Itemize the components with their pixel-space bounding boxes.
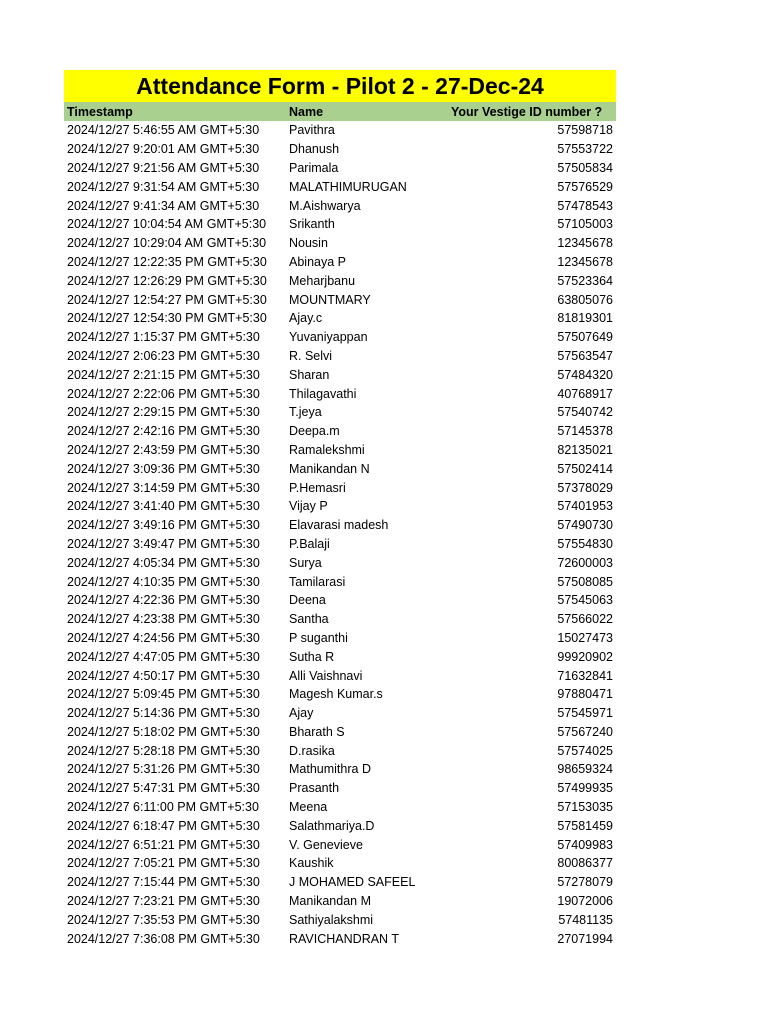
name-cell: M.Aishwarya xyxy=(289,198,361,213)
table-row xyxy=(64,685,616,704)
table-row xyxy=(64,309,616,328)
table-row xyxy=(64,253,616,272)
timestamp-cell: 2024/12/27 1:15:37 PM GMT+5:30 xyxy=(67,330,260,345)
table-row xyxy=(64,873,616,892)
timestamp-cell: 2024/12/27 12:22:35 PM GMT+5:30 xyxy=(67,254,267,269)
table-row xyxy=(64,704,616,723)
timestamp-cell: 2024/12/27 5:47:31 PM GMT+5:30 xyxy=(67,781,260,796)
table-row xyxy=(64,403,616,422)
table-row xyxy=(64,572,616,591)
name-cell: Meharjbanu xyxy=(289,273,356,288)
table-row xyxy=(64,854,616,873)
table-row xyxy=(64,140,616,159)
vestige-id-cell: 57481135 xyxy=(558,912,613,927)
column-header-row xyxy=(64,102,616,121)
name-cell: Parimala xyxy=(289,160,339,175)
vestige-id-cell: 81819301 xyxy=(557,311,613,326)
table-row xyxy=(64,347,616,366)
vestige-id-cell: 40768917 xyxy=(557,386,613,401)
timestamp-cell: 2024/12/27 12:54:30 PM GMT+5:30 xyxy=(67,311,267,326)
vestige-id-cell: 57502414 xyxy=(557,461,613,476)
table-row xyxy=(64,159,616,178)
name-cell: Sharan xyxy=(289,367,330,382)
timestamp-cell: 2024/12/27 7:36:08 PM GMT+5:30 xyxy=(67,931,260,946)
vestige-id-cell: 27071994 xyxy=(557,931,613,946)
name-cell: P suganthi xyxy=(289,630,348,645)
name-cell: Srikanth xyxy=(289,217,335,232)
name-cell: Meena xyxy=(289,800,328,815)
vestige-id-cell: 57553722 xyxy=(557,142,613,157)
timestamp-cell: 2024/12/27 2:21:15 PM GMT+5:30 xyxy=(67,367,260,382)
vestige-id-cell: 15027473 xyxy=(557,630,613,645)
timestamp-cell: 2024/12/27 5:31:26 PM GMT+5:30 xyxy=(67,762,260,777)
table-row xyxy=(64,177,616,196)
table-row xyxy=(64,290,616,309)
table-row xyxy=(64,234,616,253)
table-row xyxy=(64,365,616,384)
name-cell: Yuvaniyappan xyxy=(289,330,368,345)
vestige-id-cell: 57378029 xyxy=(557,480,613,495)
timestamp-cell: 2024/12/27 12:26:29 PM GMT+5:30 xyxy=(67,273,267,288)
timestamp-cell: 2024/12/27 2:43:59 PM GMT+5:30 xyxy=(67,442,260,457)
timestamp-cell: 2024/12/27 2:06:23 PM GMT+5:30 xyxy=(67,348,260,363)
vestige-id-cell: 99920902 xyxy=(557,649,613,664)
table-row xyxy=(64,929,616,948)
timestamp-cell: 2024/12/27 2:22:06 PM GMT+5:30 xyxy=(67,386,260,401)
vestige-id-cell: 57401953 xyxy=(557,499,613,514)
name-cell: Nousin xyxy=(289,236,328,251)
vestige-id-cell: 80086377 xyxy=(557,856,613,871)
name-cell: Manikandan N xyxy=(289,461,370,476)
vestige-id-cell: 63805076 xyxy=(557,292,613,307)
vestige-id-cell: 57478543 xyxy=(557,198,613,213)
timestamp-cell: 2024/12/27 4:22:36 PM GMT+5:30 xyxy=(67,593,260,608)
name-cell: Bharath S xyxy=(289,724,345,739)
name-cell: Manikandan M xyxy=(289,894,371,909)
name-cell: Abinaya P xyxy=(289,254,346,269)
table-row xyxy=(64,497,616,516)
column-header-vestige-id: Your Vestige ID number ? xyxy=(451,104,603,119)
vestige-id-cell: 57567240 xyxy=(557,724,613,739)
timestamp-cell: 2024/12/27 6:11:00 PM GMT+5:30 xyxy=(67,800,259,815)
name-cell: Vijay P xyxy=(289,499,328,514)
timestamp-cell: 2024/12/27 5:14:36 PM GMT+5:30 xyxy=(67,706,260,721)
attendance-sheet xyxy=(64,70,616,948)
table-row xyxy=(64,591,616,610)
table-row xyxy=(64,328,616,347)
name-cell: Ramalekshmi xyxy=(289,442,365,457)
timestamp-cell: 2024/12/27 10:04:54 AM GMT+5:30 xyxy=(67,217,267,232)
vestige-id-cell: 19072006 xyxy=(557,894,613,909)
timestamp-cell: 2024/12/27 4:50:17 PM GMT+5:30 xyxy=(67,668,260,683)
table-row xyxy=(64,422,616,441)
timestamp-cell: 2024/12/27 6:18:47 PM GMT+5:30 xyxy=(67,818,260,833)
table-row xyxy=(64,666,616,685)
table-row xyxy=(64,760,616,779)
name-cell: Dhanush xyxy=(289,142,340,157)
timestamp-cell: 2024/12/27 4:23:38 PM GMT+5:30 xyxy=(67,612,260,627)
table-row xyxy=(64,516,616,535)
name-cell: P.Hemasri xyxy=(289,480,346,495)
timestamp-cell: 2024/12/27 7:35:53 PM GMT+5:30 xyxy=(67,912,260,927)
name-cell: Pavithra xyxy=(289,123,335,138)
vestige-id-cell: 57490730 xyxy=(557,518,613,533)
timestamp-cell: 2024/12/27 12:54:27 PM GMT+5:30 xyxy=(67,292,267,307)
vestige-id-cell: 57554830 xyxy=(557,536,613,551)
timestamp-cell: 2024/12/27 10:29:04 AM GMT+5:30 xyxy=(67,236,267,251)
vestige-id-cell: 57484320 xyxy=(557,367,613,382)
vestige-id-cell: 57505834 xyxy=(557,160,613,175)
timestamp-cell: 2024/12/27 3:14:59 PM GMT+5:30 xyxy=(67,480,260,495)
vestige-id-cell: 71632841 xyxy=(557,668,613,683)
table-row xyxy=(64,723,616,742)
name-cell: Salathmariya.D xyxy=(289,818,375,833)
name-cell: RAVICHANDRAN T xyxy=(289,931,399,946)
timestamp-cell: 2024/12/27 7:15:44 PM GMT+5:30 xyxy=(67,875,260,890)
name-cell: Prasanth xyxy=(289,781,340,796)
vestige-id-cell: 57278079 xyxy=(557,875,613,890)
table-row xyxy=(64,553,616,572)
timestamp-cell: 2024/12/27 4:05:34 PM GMT+5:30 xyxy=(67,555,260,570)
table-row xyxy=(64,271,616,290)
vestige-id-cell: 57153035 xyxy=(557,800,613,815)
vestige-id-cell: 57499935 xyxy=(557,781,613,796)
name-cell: R. Selvi xyxy=(289,348,333,363)
name-cell: D.rasika xyxy=(289,743,335,758)
vestige-id-cell: 57545063 xyxy=(557,593,613,608)
timestamp-cell: 2024/12/27 5:09:45 PM GMT+5:30 xyxy=(67,687,260,702)
table-body xyxy=(64,121,616,948)
name-cell: Mathumithra D xyxy=(289,762,371,777)
timestamp-cell: 2024/12/27 2:29:15 PM GMT+5:30 xyxy=(67,405,260,420)
table-row xyxy=(64,798,616,817)
table-row xyxy=(64,441,616,460)
name-cell: Kaushik xyxy=(289,856,334,871)
vestige-id-cell: 97880471 xyxy=(557,687,613,702)
table-row xyxy=(64,910,616,929)
table-row xyxy=(64,892,616,911)
name-cell: V. Genevieve xyxy=(289,837,363,852)
vestige-id-cell: 57145378 xyxy=(557,424,613,439)
name-cell: Ajay.c xyxy=(289,311,323,326)
table-row xyxy=(64,816,616,835)
timestamp-cell: 2024/12/27 7:05:21 PM GMT+5:30 xyxy=(67,856,260,871)
vestige-id-cell: 57598718 xyxy=(557,123,613,138)
timestamp-cell: 2024/12/27 9:20:01 AM GMT+5:30 xyxy=(67,142,260,157)
name-cell: MALATHIMURUGAN xyxy=(289,179,407,194)
vestige-id-cell: 98659324 xyxy=(557,762,613,777)
name-cell: Deena xyxy=(289,593,326,608)
table-row xyxy=(64,741,616,760)
timestamp-cell: 2024/12/27 4:24:56 PM GMT+5:30 xyxy=(67,630,260,645)
vestige-id-cell: 57508085 xyxy=(557,574,613,589)
vestige-id-cell: 57581459 xyxy=(557,818,613,833)
name-cell: Sutha R xyxy=(289,649,335,664)
timestamp-cell: 2024/12/27 7:23:21 PM GMT+5:30 xyxy=(67,894,260,909)
name-cell: Alli Vaishnavi xyxy=(289,668,363,683)
name-cell: Santha xyxy=(289,612,329,627)
column-header-name: Name xyxy=(289,104,324,119)
vestige-id-cell: 12345678 xyxy=(557,254,613,269)
table-row xyxy=(64,196,616,215)
name-cell: Deepa.m xyxy=(289,424,340,439)
timestamp-cell: 2024/12/27 9:21:56 AM GMT+5:30 xyxy=(67,160,260,175)
vestige-id-cell: 57566022 xyxy=(557,612,613,627)
vestige-id-cell: 57540742 xyxy=(557,405,613,420)
timestamp-cell: 2024/12/27 9:31:54 AM GMT+5:30 xyxy=(67,179,260,194)
timestamp-cell: 2024/12/27 3:09:36 PM GMT+5:30 xyxy=(67,461,260,476)
name-cell: Thilagavathi xyxy=(289,386,357,401)
vestige-id-cell: 57563547 xyxy=(557,348,613,363)
name-cell: Tamilarasi xyxy=(289,574,346,589)
table-row xyxy=(64,384,616,403)
name-cell: Ajay xyxy=(289,706,314,721)
timestamp-cell: 2024/12/27 4:10:35 PM GMT+5:30 xyxy=(67,574,260,589)
timestamp-cell: 2024/12/27 6:51:21 PM GMT+5:30 xyxy=(67,837,260,852)
name-cell: Elavarasi madesh xyxy=(289,518,389,533)
name-cell: Sathiyalakshmi xyxy=(289,912,374,927)
timestamp-cell: 2024/12/27 5:46:55 AM GMT+5:30 xyxy=(67,123,260,138)
timestamp-cell: 2024/12/27 4:47:05 PM GMT+5:30 xyxy=(67,649,260,664)
timestamp-cell: 2024/12/27 3:49:16 PM GMT+5:30 xyxy=(67,518,260,533)
table-row xyxy=(64,610,616,629)
vestige-id-cell: 57105003 xyxy=(557,217,613,232)
table-row xyxy=(64,779,616,798)
table-row xyxy=(64,121,616,140)
name-cell: Surya xyxy=(289,555,322,570)
timestamp-cell: 2024/12/27 5:18:02 PM GMT+5:30 xyxy=(67,724,260,739)
table-row xyxy=(64,629,616,648)
vestige-id-cell: 72600003 xyxy=(557,555,613,570)
vestige-id-cell: 57409983 xyxy=(557,837,613,852)
name-cell: P.Balaji xyxy=(289,536,330,551)
name-cell: T.jeya xyxy=(289,405,322,420)
vestige-id-cell: 57545971 xyxy=(557,706,613,721)
sheet-title: Attendance Form - Pilot 2 - 27-Dec-24 xyxy=(64,70,616,102)
table-row xyxy=(64,535,616,554)
vestige-id-cell: 57507649 xyxy=(557,330,613,345)
vestige-id-cell: 82135021 xyxy=(557,442,613,457)
table-row xyxy=(64,215,616,234)
name-cell: Magesh Kumar.s xyxy=(289,687,383,702)
table-row xyxy=(64,478,616,497)
timestamp-cell: 2024/12/27 2:42:16 PM GMT+5:30 xyxy=(67,424,260,439)
name-cell: J MOHAMED SAFEEL xyxy=(289,875,416,890)
vestige-id-cell: 12345678 xyxy=(557,236,613,251)
table-row xyxy=(64,835,616,854)
name-cell: MOUNTMARY xyxy=(289,292,371,307)
timestamp-cell: 2024/12/27 3:41:40 PM GMT+5:30 xyxy=(67,499,260,514)
timestamp-cell: 2024/12/27 3:49:47 PM GMT+5:30 xyxy=(67,536,260,551)
vestige-id-cell: 57523364 xyxy=(557,273,613,288)
table-row xyxy=(64,647,616,666)
vestige-id-cell: 57576529 xyxy=(557,179,613,194)
column-header-timestamp: Timestamp xyxy=(67,104,133,119)
vestige-id-cell: 57574025 xyxy=(557,743,613,758)
table-row xyxy=(64,459,616,478)
timestamp-cell: 2024/12/27 9:41:34 AM GMT+5:30 xyxy=(67,198,260,213)
timestamp-cell: 2024/12/27 5:28:18 PM GMT+5:30 xyxy=(67,743,260,758)
